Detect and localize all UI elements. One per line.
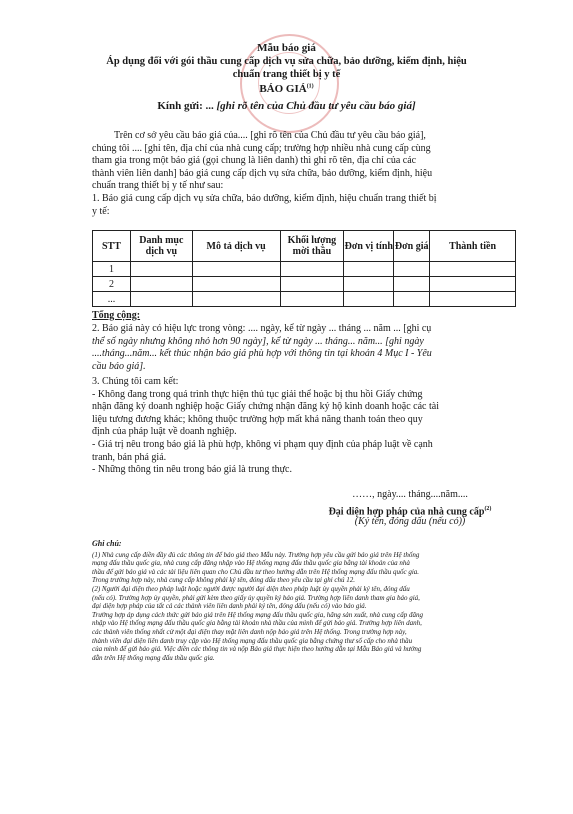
note-line: thành viên đại diện liên danh truy cập vào Hệ thống mạng đấu thầu quốc gia bằng chứng thư số cấp cho nhà thầu xyxy=(92,636,413,645)
commitment-3-line-1: - Những thông tin nêu trong báo giá là trung thực. xyxy=(92,464,292,476)
representative-note: (2) xyxy=(484,506,492,512)
table-cell xyxy=(344,292,394,307)
doc-title-note: (1) xyxy=(306,83,314,90)
note-line: mạng đấu thầu quốc gia, nhà cung cấp đăng nhập vào Hệ thống mạng đấu thầu quốc gia bằng tài khoản của nhà xyxy=(92,559,410,568)
total-label: Tổng cộng: xyxy=(92,310,141,321)
intro-line-4: thành viên liên danh] báo giá cung cấp dịch vụ sửa chữa, bảo dưỡng, kiểm định, hiệu xyxy=(92,167,433,179)
commitment-1-line-3: liệu tương đương khác; không thuộc trường hợp mất khả năng thanh toán theo quy xyxy=(92,413,423,425)
representative-label: Đại diện hợp pháp của nhà cung cấp xyxy=(328,506,485,518)
table-row xyxy=(93,292,516,307)
table-cell xyxy=(430,292,516,307)
sign-hint: (Ký tên, đóng dấu (nếu có)) xyxy=(354,516,466,527)
table-cell: 1 xyxy=(93,262,131,277)
commitment-1-line-2: nhận đăng ký doanh nghiệp hoặc Giấy chứng nhận đăng ký hộ kinh doanh hoặc các tài xyxy=(92,401,439,413)
commitment-2-line-1: - Giá trị nêu trong báo giá là phù hợp, không vi phạm quy định của pháp luật về cạnh xyxy=(92,438,433,450)
subject-line-1: Áp dụng đối với gói thầu cung cấp dịch vụ sửa chữa, bảo dưỡng, kiểm định, hiệu xyxy=(106,56,467,67)
table-cell xyxy=(430,277,516,292)
table-cell xyxy=(280,277,344,292)
date-line: ……, ngày.... tháng....năm.... xyxy=(352,489,468,500)
table-header-row xyxy=(93,231,516,262)
commitment-2-line-2: tranh, bán phá giá. xyxy=(92,451,167,463)
header-quantity: Khối lượng mời thầu xyxy=(280,231,344,262)
table-row xyxy=(93,277,516,292)
table-cell xyxy=(394,262,430,277)
table-cell xyxy=(280,262,344,277)
validity-paragraph xyxy=(92,323,532,373)
validity-line-2: thể số ngày nhưng không nhỏ hơn 90 ngày], kể từ ngày ... tháng... năm... [ghi ngày xyxy=(92,335,424,347)
note-line: đại diện hợp pháp của tất cả các thành viên liên danh phải ký tên, đóng dấu (nếu có) vào báo giá. xyxy=(92,602,367,611)
header-stt: STT xyxy=(93,231,131,262)
header-amount: Thành tiền xyxy=(430,231,516,262)
table-cell xyxy=(192,262,280,277)
commitment-1-line-4: định của pháp luật về doanh nghiệp. xyxy=(92,426,237,438)
form-title: Mẫu báo giá xyxy=(257,42,316,54)
commitment-1-line-1: - Không đang trong quá trình thực hiện thủ tục giải thể hoặc bị thu hồi Giấy chứng xyxy=(92,388,423,400)
table-row xyxy=(93,262,516,277)
item1-line-2: y tế: xyxy=(92,205,110,217)
header-description: Mô tả dịch vụ xyxy=(192,231,280,262)
table-cell xyxy=(344,277,394,292)
commitments xyxy=(92,376,532,477)
intro-line-3: tham gia trong một báo giá (gọi chung là liên danh) thì ghi rõ tên, địa chỉ của các xyxy=(92,155,417,167)
notes-heading: Ghi chú: xyxy=(92,539,122,548)
note-line: (2) Người đại diện theo pháp luật hoặc người được người đại diện theo pháp luật ủy quyền phải ký tên, đóng dấu xyxy=(92,584,410,593)
item1-line-1: 1. Báo giá cung cấp dịch vụ sửa chữa, bảo dưỡng, kiểm định, hiệu chuẩn trang thiết bị xyxy=(92,192,437,204)
validity-line-3: ....tháng...năm... kết thúc nhận báo giá phù hợp với thông tin tại khoản 4 Mục I - Yêu xyxy=(92,348,432,360)
addressee-hint: [ghi rõ tên của Chủ đầu tư yêu cầu báo giá] xyxy=(216,100,416,112)
table-cell xyxy=(394,277,430,292)
note-line: dẫn trên Hệ thống mạng đấu thầu quốc gia. xyxy=(92,653,215,662)
addressee-line xyxy=(0,100,573,112)
validity-line-4: cầu báo giá]. xyxy=(92,360,146,372)
table-cell: 2 xyxy=(93,277,131,292)
header-unit: Đơn vị tính xyxy=(344,231,394,262)
intro-line-1: Trên cơ sở yêu cầu báo giá của.... [ghi rõ tên của Chủ đầu tư yêu cầu báo giá], xyxy=(114,130,426,141)
header-service: Danh mục dịch vụ xyxy=(130,231,192,262)
table-cell: ... xyxy=(93,292,131,307)
doc-title-wrap xyxy=(0,83,573,95)
intro-line-2: chúng tôi .... [ghi tên, địa chỉ của nhà cung cấp; trường hợp nhiều nhà cung cấp cùng xyxy=(92,142,431,154)
note-line: Trường hợp áp dụng cách thức gửi báo giá trên Hệ thống mạng đấu thầu quốc gia, hãng sản xuất, nhà cung cấp đăng xyxy=(92,610,423,619)
notes-section xyxy=(92,540,532,662)
table-cell xyxy=(130,277,192,292)
subject-line-2: chuẩn trang thiết bị y tế xyxy=(232,69,341,80)
table-cell xyxy=(192,277,280,292)
table-cell xyxy=(130,262,192,277)
commitments-heading: 3. Chúng tôi cam kết: xyxy=(92,376,179,387)
quote-table xyxy=(92,230,516,307)
note-line: của mình để gửi báo giá. Việc điền các thông tin và nộp Báo giá thực hiện theo hướng dẫn tại Mẫu Báo giá và hướng xyxy=(92,645,422,654)
addressee-label: Kính gửi: ... xyxy=(157,100,214,112)
doc-title: BÁO GIÁ xyxy=(259,83,307,95)
note-line: các thành viên thống nhất cử một đại diện thay mặt liên danh nộp báo giá trên Hệ thống. Trong trường hợp này, xyxy=(92,627,407,636)
note-line: (1) Nhà cung cấp điền đầy đủ các thông tin để báo giá theo Mẫu này. Trường hợp yêu cầu gửi báo giá trên Hệ thống xyxy=(92,550,420,559)
table-cell xyxy=(130,292,192,307)
header-unit-price: Đơn giá xyxy=(394,231,430,262)
table-cell xyxy=(280,292,344,307)
table-cell xyxy=(430,262,516,277)
intro-line-5: chuẩn trang thiết bị y tế như sau: xyxy=(92,180,224,192)
table-cell xyxy=(394,292,430,307)
note-line: nhập vào Hệ thống mạng đấu thầu quốc gia bằng tài khoản nhà thầu của mình để gửi báo giá. Trường hợp liên danh, xyxy=(92,619,422,628)
table-cell xyxy=(344,262,394,277)
note-line: Trong trường hợp này, nhà cung cấp không phải ký tên, đóng dấu theo yêu cầu tại ghi chú 12. xyxy=(92,576,355,585)
validity-line-1: 2. Báo giá này có hiệu lực trong vòng: .... ngày, kể từ ngày ... tháng ... năm ... [ghi cụ xyxy=(92,323,432,334)
table-cell xyxy=(192,292,280,307)
note-line: thầu để gửi báo giá và các tài liệu liên quan cho Chủ đầu tư theo hướng dẫn trên Hệ thống mạng đấu thầu quốc gia. xyxy=(92,567,420,576)
intro-paragraph xyxy=(92,130,532,218)
note-line: (nếu có). Trường hợp ủy quyền, phải gửi kèm theo giấy ủy quyền ký báo giá. Trường hợp liên danh tham gia báo giá, xyxy=(92,593,420,602)
